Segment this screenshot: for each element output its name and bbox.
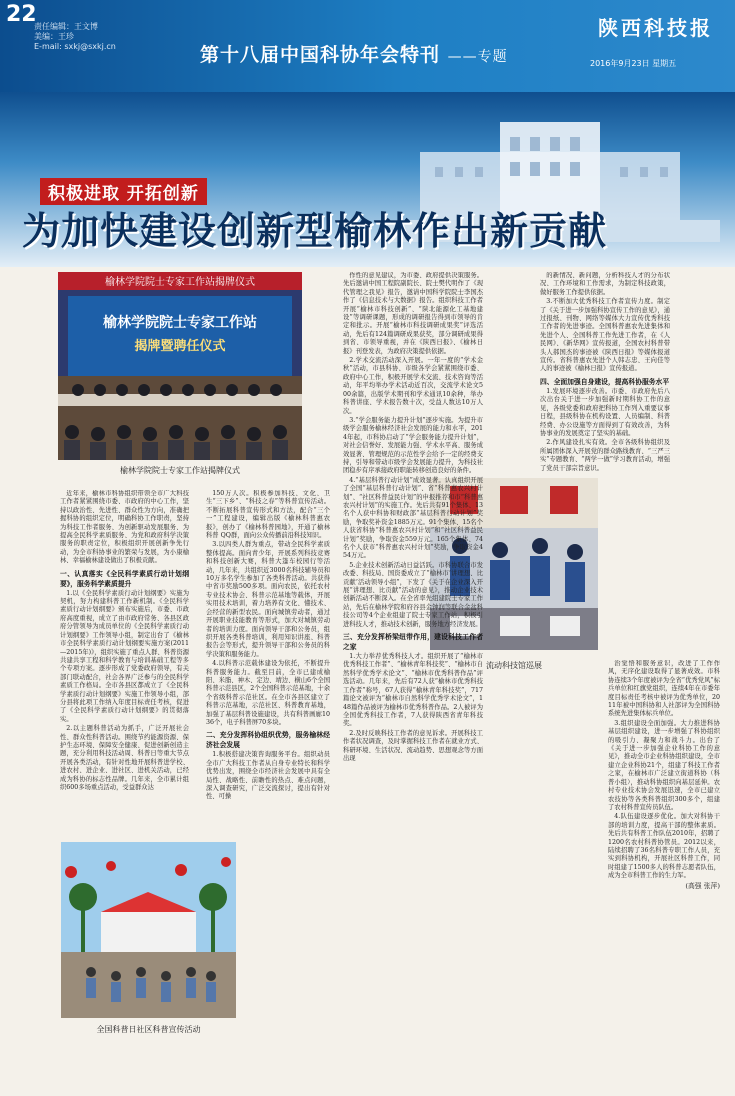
article-column-4a [540,272,670,652]
article-column-2 [206,490,330,1050]
photo1-caption: 榆林学院院士专家工作站揭牌仪式 [120,466,240,475]
paragraph: 近年来，榆林市科协组织带领全市广大科技工作者紧紧围绕市委、市政府的中心工作，坚持以政治性、先进性、群众性为方向，准确把握科协的组织定位，明确科协工作职责，坚持为科技工作者服务、为创新驱动发展服务、为提高全民科学素质服务、为党和政府科学决策服务的职责定位，积极组织开展创新争先行动，为全市科协事业的繁荣与发展，为小康榆林、幸福榆林建设做出了积极贡献。 [60,490,189,565]
section-heading: 一、认真落实《全民科学素质行动计划纲要》，服务科学素质提升 [60,569,189,588]
editor-line: 责任编辑：王文博 [34,22,98,31]
article-column-1 [60,490,189,836]
paragraph: 3.“学会服务能力提升计划”逐步实施。为提升市级学会服务榆林经济社会发展的能力和水平，2014年起，市科协启动了“学会服务能力提升计划”，对社会信誉好、发展能力强、学术水平高、服务成效显著、管理规范的示范性学会给予一定的经费支持，引导和带动市级学会发展能力提升，为科技社团稳步有序承接政府职能转移创造良好的条件。 [343,416,483,475]
article-column-3 [343,272,483,1062]
paragraph: 治觉悟和服务意识，改进了工作作风，无序化建设取得了显著成效。市科协连续3个年度被评为全省“优秀党风”标兵单位和红旗党组织，连续4年在市委年度目标责任考核中被评为优秀单位，2011年被中国科协和人社部评为全国科协系统先进集体标兵单位。 [608,660,720,718]
section-heading: 四、全面加强自身建设，提高科协服务水平 [540,377,670,386]
special-issue-suffix: ——专题 [447,49,508,65]
paragraph: 2.作风建设扎实有效。全市各级科协组织及所属团体深入开展党的群众路线教育、“三严三实”专题教育、“两学一做”学习教育活动，增强了党员干部宗旨意识。 [540,439,670,472]
page-number: 22 [6,2,37,27]
photo2-caption: 全国科普日社区科普宣传活动 [96,1025,201,1034]
paragraph: 3.以四类人群为重点，带动全民科学素质整体提高。面向青少年，开展系列科技竞赛和科技创新大赛，科普大篷车校园行等活动，几年来，共组织近3000名科技辅导员和10万多名学生参加了各类科普活动。共获得中省市奖励500多项。面向农民，依托农村专业技术协会、科普示范基地等载体，开展实用技术培训，着力培养有文化、懂技术、会经营的新型农民。面向城镇劳动者，通过开展职业技能教育等形式，加大对城镇劳动者的培训力度。面向领导干部和公务员，组织开展各类科普培训，利用知识讲座、科普报告会等形式，提升领导干部和公务员的科学决策和服务能力。 [206,541,330,658]
ceremony-scene [58,272,302,460]
special-issue-text: 第十八届中国科协年会特刊 [200,44,441,66]
section-heading: 二、充分发挥科协组织优势，服务榆林经济社会发展 [206,731,330,750]
paragraph: 150万人次。积极参加科技、文化、卫生“三下乡”、“科技之春”等科普宣传活动。不断拓展科普宣传形式和方法，配合“三个一”工程建设，编辑出版《榆林科普惠农报》，创办了《榆林科普园地》，开通了榆林科普 QQ群，面向公众传播前沿科技知识。 [206,490,330,540]
main-headline: 为加快建设创新型榆林作出新贡献 [22,208,608,253]
article-column-4b [608,660,720,1060]
paragraph: 4.“基层科普行动计划”成效显著。认真组织开展了全国“基层科普行动计划”、省“科普惠农兴村计划”、“社区科普益民计划”的申报推荐和市“科普惠农兴村计划”的实施工作。先后共有91个集体、13名个人获中科协和财政部“基层科普行动计划”奖励，争取奖补资金1885万元。91个集体、15名个人获省科协“科普惠农兴村计划”和“社区科普益民计划”奖励，争取资金559万元。165个集体、74名个人获市“科普惠农兴村计划”奖励，争取资金454万元。 [343,476,483,560]
issue-date: 2016年9月23日 星期五 [590,59,677,68]
paragraph: 2.及时反映科技工作者的意见诉求。开展科技工作者状况调查，及时掌握科技工作者在就业方式、科研环境、生活状况、流动趋势、思想观念等方面出现 [343,729,483,762]
paragraph: 3.不断加大优秀科技工作者宣传力度。制定了《关于进一步加强科协宣传工作的意见》，通过报纸、刊物、网络等媒体大力宣传优秀科技工作者的先进事迹。全国科普惠农先进集体和先进个人、全国科普工作先进工作者，在《人民网》、《新华网》宣传报道，全国农村科普带头人郝国杰的事迹被《陕西日报》等媒体报道宣传。省科普惠农先进个人韩志忠、王向佳等人的事迹被《榆林日报》宣传报道。 [540,298,670,373]
paragraph: 3.组织建设全面加强。大力推进科协基层组织建设，进一步增强了科协组织的吸引力、凝聚力和战斗力。出台了《关于进一步加强企业科协工作的意见》，推动全市企业科协组织建设，全市建立企业科协21个，组建了科技工作者之家，在榆林市广泛建立街道科协（科普小组），推动科协组织向基层延伸。农村专业技术协会发展迅速，全市已建立农技协等各类科普组织300多个，组建了农村科普宣传员队伍。 [608,719,720,811]
paragraph: 2.学术交流活动深入开展。一年一度的“学术金秋”活动，市县科协、市级各学会紧紧围绕市委、政府中心工作，积极开展学术交流、技术咨询等活动，年平均举办学术活动近百次，交流学术论文500余篇，出版学术期刊和学术通讯10余种，举办科普讲座、学术报告数十次，受益人数达10万人次。 [343,357,483,415]
paragraph: 1.积极搭建决策咨询服务平台。组织动员全市广大科技工作者从自身专业特长和科学优势出发，围绕全市经济社会发展中具有全局性、战略性、前瞻性的热点、难点问题，深入调查研究，广泛交流探讨，提出有针对性、可操 [206,751,330,801]
special-issue-title [200,40,508,67]
section-heading: 三、充分发挥桥梁纽带作用，建设科技工作者之家 [343,633,483,652]
paragraph: 5.企业技术创新活动日益活跃。市科协联合市发改委、科技局、国资委成立了“榆林市‘讲理想、比贡献’活动领导小组”，下发了《关于在企业深入开展“讲理想、比贡献”活动的意见》，推动企业技术创新活动不断深入。在全省率先组建院士专家工作站，先后在榆林学院和府谷县金钟润等联合金盆科技公司等4个企业组建了院士专家工作站，积极引进科技人才，推动技术创新，服务地方经济发展。 [343,561,483,628]
stage-subtitle: 揭牌暨聘任仪式 [134,339,226,354]
author-signature: (高强 张萍) [685,881,720,890]
paragraph: 1.大力举荐优秀科技人才。组织开展了“榆林市优秀科技工作者”、“榆林青年科技奖”、“榆林市自然科学优秀学术论文”、“榆林市优秀科普作品”评选活动。几年来，先后有72人获“榆林市优秀科技工作者”称号，67人获得“榆林青年科技奖”，717篇论文被评为“榆林市自然科学优秀学术论文”，148篇作品被评为榆林市优秀科普作品。2人被评为全国优秀科技工作者，7人获得陕西省青年科技奖。 [343,653,483,728]
designer-line: 美编：王珍 [34,32,74,41]
email-line: E-mail: sxkj@sxkj.cn [34,42,116,51]
paragraph: 2.以主题科普活动为抓手，广泛开展社会性、群众性科普活动。围绕节约能源资源、保护生态环境、保障安全健康、促进创新创造主题，充分利用科技活动周、科普日等重大节点开展各类活动，有针对性地开展科普进学校、进农村、进企业、进社区、进机关活动，已经成为科协的标志性品牌。几年来，全市累计组织600多场重点活动，受益群众达 [60,725,189,791]
editor-info [34,22,116,52]
paragraph: 4.以科普示范载体建设为依托，不断提升科普服务能力。截至目前，全市已建成榆阳、米脂、神木、定边、靖边、横山6个全国科普示范县区，2个全国科普示范基地，十余个省级科普示范社区。在全市各县区建立了科普示范基地，示范社区、科普教育基地，加强了基层科普设施建设，共有科普画廊1036个，电子科普屏70多块。 [206,660,330,726]
paragraph: 作性的意见建议，为市委、政府提供决策服务。先后邀请中国工程院副院长、院士樊代明作了《现代管理之我见》报告，邀请中国科学院院士李国杰作了《信息技术与大数据》报告。组织科技工作者开展“榆林市科技创新”、“陕北能源化工基地建设”等调研课题，形成的调研报告得到市领导的肯定和批示。开展“榆林市科技调研成果奖”评选活动，先后有124篇调研成果获奖，部分调研成果得到省、市领导重视，并在《陕西日报》、《榆林日报》刊登发表，为政府决策提供依据。 [343,272,483,355]
ceremony-photo [58,272,302,460]
newspaper-masthead: 陕西科技报 [598,16,713,40]
paragraph: 4.队伍建设逐步优化。加大对科协干部的培训力度，提高干部的整体素质。先后共有科普工作队伍2010年，招聘了1200名农村科普协管员。2012以来，陆续招聘了36名科普专职工作人员，充实到科协机构，开展社区科普工作，同时组建了1500多人的科普志愿者队伍，成为全市科普工作的生力军。 [608,813,720,880]
photo3-caption: 流动科技馆巡展 [486,661,542,670]
headline-kicker: 积极进取 开拓创新 [40,178,207,205]
stage-title: 榆林学院院士专家工作站 [103,315,257,331]
red-banner-text: 榆林学院院士专家工作站揭牌仪式 [105,277,255,288]
paragraph: 1.以《全民科学素质行动计划纲要》实施为契机，努力构建科普工作新机制。《全民科学素质行动计划纲要》颁布实施后，市委、市政府高度重视，成立了由市政府常务、各县区政府分管领导为成员单位的《全民科学素质行动计划纲要》工作领导小组，制定出台了《榆林市全民科学素质行动计划纲要实施方案(2011—2015年)》，组织实施了重点人群、科普资源共建共享工程和科学教育与培训基础工程等多个专项方案。逐步形成了党委政府领导，有关部门联动配合，社会各界广泛参与的全民科学素质工作格局。全市各县区都成立了《全民科学素质行动计划纲要》实施工作领导小组，部分县将此项工作纳入年度目标责任考核，促进了《全民科学素质行动计划纲要》的贯彻落实。 [60,589,189,723]
page-header [0,0,735,92]
paragraph: 1.发展环境逐步改善。市委、市政府先后八次出台关于进一步加强新时期科协工作的意见，各级党委和政府把科协工作列入重要议事日程，县级科协在机构设置、人员编制、科普经费、办公设施等方面得到了有效改善，为科协事业的发展奠定了坚实的基础。 [540,387,670,437]
paragraph: 的新情况、新问题，分析科技人才的分布状况、工作环境和工作需求，为制定科技政策，做好服务工作提供依据。 [540,272,670,296]
